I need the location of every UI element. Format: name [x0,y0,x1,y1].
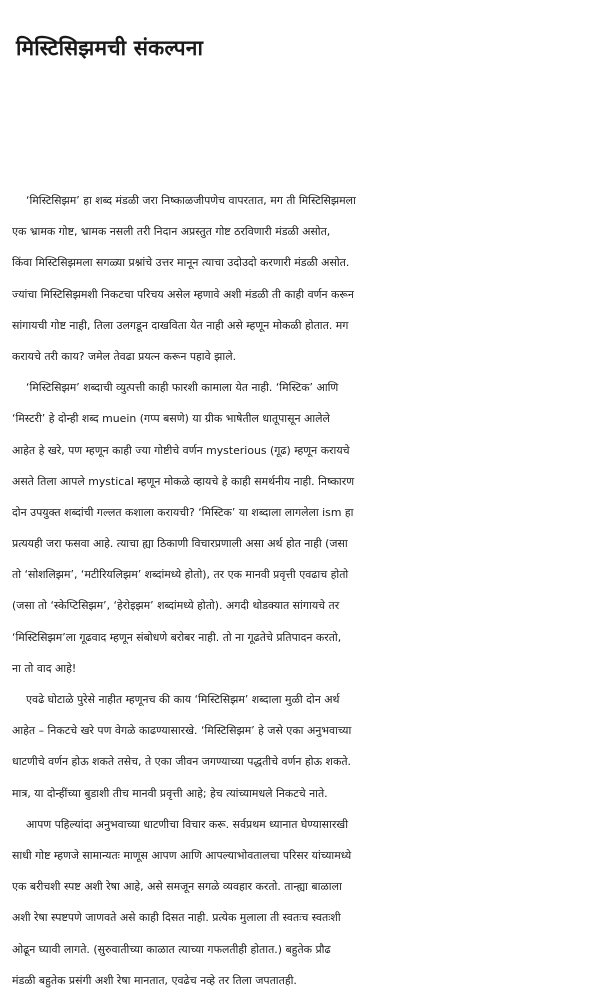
text-line: आहेत – निकटचे खरे पण वेगळे काढण्यासारखे. ‘मिस्टिसिझम’ हे जसे एका अनुभवाच्या [12,724,352,738]
text-line: आहेत हे खरे, पण म्हणून काही ज्या गोष्टीचे वर्णन mysterious (गूढ) म्हणून करायचे [12,443,350,457]
text-line: अशी रेषा स्पष्टपणे जाणवते असे काही दिसत नाही. प्रत्येक मुलाला ती स्वतःच स्वतःशी [12,911,341,925]
text-line: ना तो वाद आहे! [12,661,77,675]
text-line: प्रत्ययही जरा फसवा आहे. त्याचा ह्या ठिकाणी विचारप्रणाली असा अर्थ होत नाही (जसा [12,537,348,551]
text-line: मंडळी बहुतेक प्रसंगी अशी रेषा मानतात, एवढेच नव्हे तर तिला जपतातही. [12,973,297,987]
text-line: करायचे तरी काय? जमेल तेवढा प्रयत्न करून पहावे झाले. [12,349,237,363]
text-line: आपण पहिल्यांदा अनुभवाच्या धाटणीचा विचार करू. सर्वप्रथम ध्यानात घेण्यासारखी [26,817,349,831]
text-line: मात्र, या दोन्हींच्या बुडाशी तीच मानवी प्रवृत्ती आहे; हेच त्यांच्यामधले निकटचे नाते. [12,786,328,800]
page-title: मिस्टिसिझमची संकल्पना [16,36,204,60]
text-line: धाटणीचे वर्णन होऊ शकते तसेच, ते एका जीवन जगण्याच्या पद्धतीचे वर्णन होऊ शकते. [12,755,351,769]
text-line: ‘मिस्टिसिझम’ला गूढवाद म्हणून संबोधणे बरोबर नाही. तो ना गूढतेचे प्रतिपादन करतो, [12,630,342,644]
paragraph [0,372,600,684]
paragraph [0,684,600,809]
text-line: ‘मिस्टिसिझम’ हा शब्द मंडळी जरा निष्काळजीपणेच वापरतात, मग ती मिस्टिसिझमला [26,194,356,207]
text-line: तो ‘सोशलिझम’, ‘मटीरियलिझम’ शब्दांमध्ये होतो), तर एक मानवी प्रवृत्ती एवढाच होतो [12,568,349,582]
text-line: एक भ्रामक गोष्ट, भ्रामक नसली तरी निदान अप्रस्तुत गोष्ट ठरविणारी मंडळी असोत, [12,225,331,239]
text-line: ज्यांचा मिस्टिसिझमशी निकटचा परिचय असेल म्हणावे अशी मंडळी ती काही वर्णन करून [12,287,354,301]
text-line: दोन उपयुक्त शब्दांची गल्लत कशाला करायची? ‘मिस्टिक’ या शब्दाला लागलेला ism हा [12,505,354,519]
text-line: ओढून घ्यावी लागते. (सुरुवातीच्या काळात त्याच्या गफलतीही होतात.) बहुतेक प्रौढ [12,942,331,956]
text-line: सांगायची गोष्ट नाही, तिला उलगडून दाखविता येत नाही असे म्हणून मोकळी होतात. मग [12,318,349,332]
text-line: एक बरीचशी स्पष्ट अशी रेषा आहे, असे समजून सगळे व्यवहार करतो. तान्ह्या बाळाला [12,880,342,894]
text-line: (जसा तो ‘स्केप्टिसिझम’, ‘हेरोइझम’ शब्दांमध्ये होतो). अगदी थोडक्यात सांगायचे तर [12,599,340,613]
text-line: ‘मिस्टिसिझम’ शब्दाची व्युत्पत्ती काही फारशी कामाला येत नाही. ‘मिस्टिक’ आणि [26,381,339,395]
text-line: किंवा मिस्टिसिझमला सगळ्या प्रश्नांचे उत्तर मानून त्याचा उदोउदो करणारी मंडळी असोत. [12,256,350,270]
paragraph [0,809,600,996]
text-line: ‘मिस्टरी’ हे दोन्ही शब्द muein (गप्प बसणे) या ग्रीक भाषेतील धातूपासून आलेले [12,412,330,426]
text-line: एवढे घोटाळे पुरेसे नाहीत म्हणूनच की काय ‘मिस्टिसिझम’ शब्दाला मुळी दोन अर्थ [26,693,340,706]
text-line: साधी गोष्ट म्हणजे सामान्यतः माणूस आपण आणि आपल्याभोवतालचा परिसर यांच्यामध्ये [12,848,352,862]
text-line: असते तिला आपले mystical म्हणून मोकळे व्हायचे हे काही समर्थनीय नाही. निष्कारण [12,474,355,488]
paragraph [0,185,600,372]
document-body [0,185,600,996]
